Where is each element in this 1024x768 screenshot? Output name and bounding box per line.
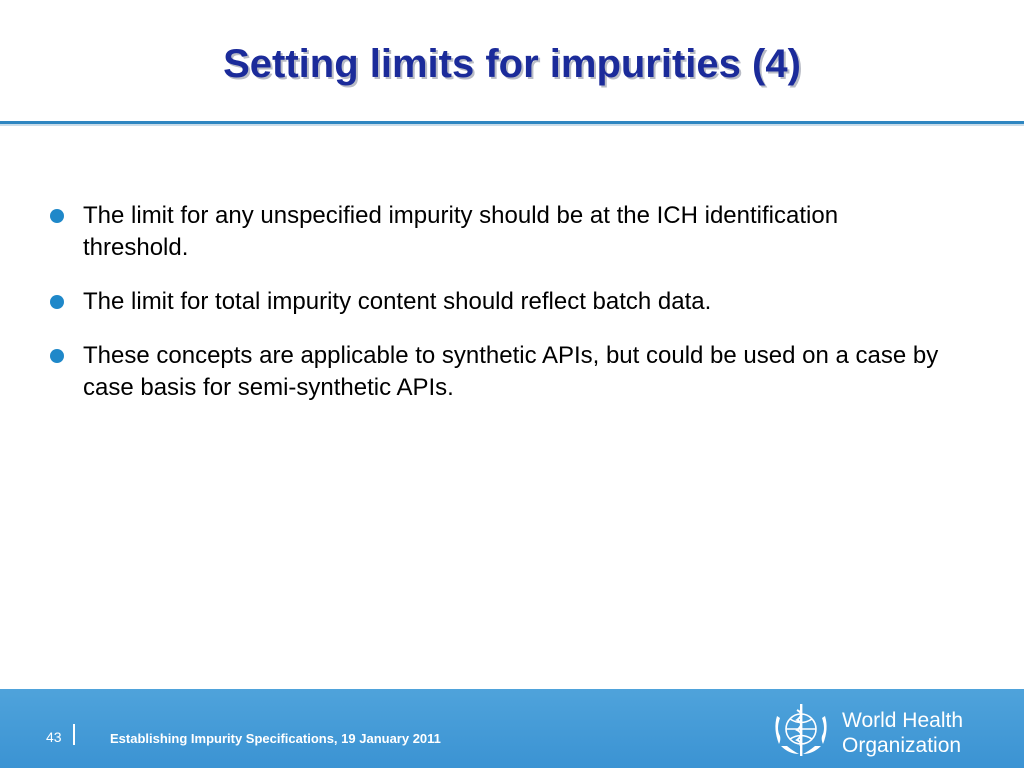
bullet-dot-icon bbox=[50, 209, 64, 223]
slide-title: Setting limits for impurities (4) bbox=[223, 42, 801, 86]
bullet-dot-icon bbox=[50, 295, 64, 309]
bullet-item bbox=[46, 286, 946, 318]
title-divider-shadow bbox=[0, 124, 1024, 126]
footer-bar bbox=[0, 689, 1024, 768]
bullet-text: The limit for any unspecified impurity should be at the ICH identification threshold. bbox=[83, 202, 839, 261]
page-number: 43 bbox=[46, 729, 62, 745]
page-number-separator bbox=[73, 724, 75, 745]
bullet-dot-icon bbox=[50, 349, 64, 363]
bullet-item bbox=[46, 200, 946, 264]
who-name-line1: World Health bbox=[842, 709, 963, 732]
bullet-text: The limit for total impurity content should reflect batch data. bbox=[83, 288, 712, 315]
footer-text: Establishing Impurity Specifications, 19 January 2011 bbox=[110, 731, 441, 746]
who-name-line2: Organization bbox=[842, 734, 962, 757]
who-organization-name bbox=[842, 708, 963, 758]
bullet-list bbox=[46, 200, 946, 426]
bullet-text: These concepts are applicable to synthetic APIs, but could be used on a case by case basis for semi-synthetic APIs. bbox=[83, 342, 939, 401]
bullet-item bbox=[46, 340, 946, 404]
who-emblem-icon bbox=[767, 696, 835, 762]
